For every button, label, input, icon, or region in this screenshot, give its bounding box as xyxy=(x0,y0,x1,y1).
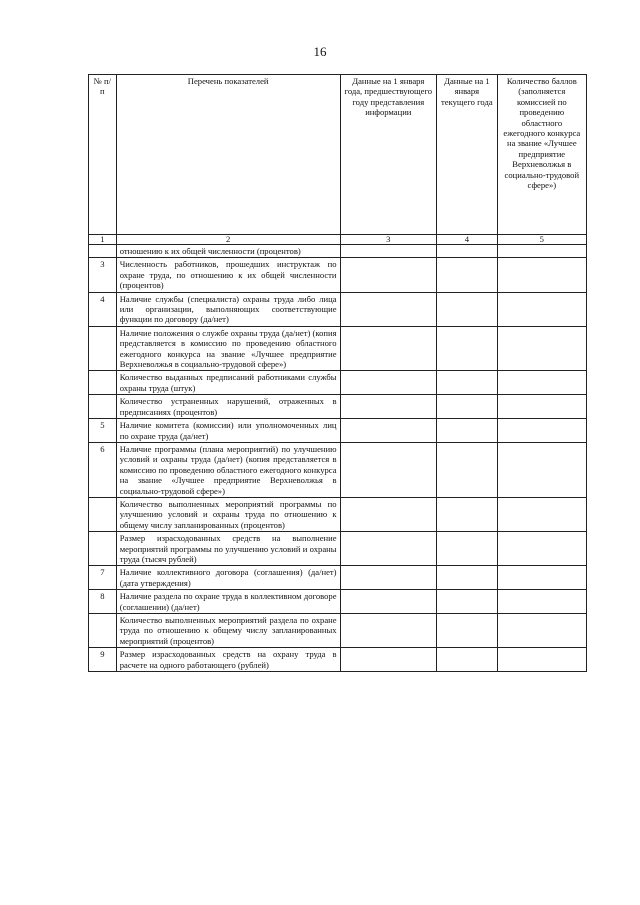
cell-current-year xyxy=(437,326,498,371)
table-row xyxy=(89,532,587,566)
row-indicator: Размер израсходованных средств на выполнение мероприятий программы по улучшению условий и охраны труда (тысяч рублей) xyxy=(116,532,340,566)
cell-prev-year xyxy=(340,258,437,292)
column-number: 3 xyxy=(340,235,437,245)
cell-current-year xyxy=(437,292,498,326)
cell-current-year xyxy=(437,395,498,419)
cell-current-year xyxy=(437,648,498,672)
row-number xyxy=(89,614,117,648)
header-indicators: Перечень показателей xyxy=(116,75,340,235)
cell-score xyxy=(497,245,586,258)
cell-current-year xyxy=(437,497,498,531)
cell-prev-year xyxy=(340,648,437,672)
cell-score xyxy=(497,648,586,672)
row-number xyxy=(89,245,117,258)
cell-score xyxy=(497,532,586,566)
table-row xyxy=(89,590,587,614)
cell-prev-year xyxy=(340,326,437,371)
cell-score xyxy=(497,497,586,531)
cell-prev-year xyxy=(340,419,437,443)
row-number: 9 xyxy=(89,648,117,672)
cell-current-year xyxy=(437,614,498,648)
header-prev-year-data: Данные на 1 января года, предшествующего году представления информации xyxy=(340,75,437,235)
row-indicator: Численность работников, прошедших инструктаж по охране труда, по отношению к их общей численности (процентов) xyxy=(116,258,340,292)
row-indicator: Наличие программы (плана мероприятий) по улучшению условий и охраны труда (да/нет) (копия представляется в комиссию по проведению областного ежегодного конкурса на звание «Лучшее предприятие Верхневолжья в социально-трудовой сфере») xyxy=(116,442,340,497)
cell-current-year xyxy=(437,245,498,258)
row-indicator: Наличие положения о службе охраны труда (да/нет) (копия представляется в комиссию по проведению областного ежегодного конкурса на звание «Лучшее предприятие Верхневолжья в социально-трудовой сфере») xyxy=(116,326,340,371)
cell-score xyxy=(497,614,586,648)
row-indicator: Количество устраненных нарушений, отраженных в предписаниях (процентов) xyxy=(116,395,340,419)
header-current-year-data: Данные на 1 января текущего года xyxy=(437,75,498,235)
cell-prev-year xyxy=(340,497,437,531)
indicators-table xyxy=(88,74,587,672)
table-row xyxy=(89,497,587,531)
row-number: 4 xyxy=(89,292,117,326)
row-indicator: Наличие комитета (комиссии) или уполномоченных лиц по охране труда (да/нет) xyxy=(116,419,340,443)
cell-prev-year xyxy=(340,532,437,566)
cell-current-year xyxy=(437,442,498,497)
page-number: 16 xyxy=(313,44,327,59)
cell-score xyxy=(497,590,586,614)
column-number: 5 xyxy=(497,235,586,245)
column-number-row xyxy=(89,235,587,245)
cell-current-year xyxy=(437,258,498,292)
row-number xyxy=(89,326,117,371)
row-indicator: Количество выполненных мероприятий раздела по охране труда по отношению к общему числу запланированных мероприятий (процентов) xyxy=(116,614,340,648)
cell-score xyxy=(497,442,586,497)
cell-prev-year xyxy=(340,395,437,419)
cell-prev-year xyxy=(340,292,437,326)
row-indicator: Количество выданных предписаний работниками службы охраны труда (штук) xyxy=(116,371,340,395)
row-indicator: отношению к их общей численности (процентов) xyxy=(116,245,340,258)
row-number: 3 xyxy=(89,258,117,292)
row-number xyxy=(89,371,117,395)
row-number: 8 xyxy=(89,590,117,614)
header-score: Количество баллов (заполняется комиссией по проведению областного ежегодного конкурса на звание «Лучшее предприятие Верхневолжья в социально-трудовой сфере») xyxy=(497,75,586,235)
table-row xyxy=(89,419,587,443)
table-row xyxy=(89,566,587,590)
table-header-row xyxy=(89,75,587,235)
table-row xyxy=(89,442,587,497)
cell-prev-year xyxy=(340,442,437,497)
cell-score xyxy=(497,419,586,443)
column-number: 4 xyxy=(437,235,498,245)
cell-score xyxy=(497,258,586,292)
cell-score xyxy=(497,371,586,395)
row-indicator: Наличие службы (специалиста) охраны труда либо лица или организации, выполняющих соответствующие функции по договору (да/нет) xyxy=(116,292,340,326)
cell-prev-year xyxy=(340,590,437,614)
table-row xyxy=(89,648,587,672)
cell-prev-year xyxy=(340,614,437,648)
cell-score xyxy=(497,292,586,326)
row-indicator: Наличие коллективного договора (соглашения) (да/нет) (дата утверждения) xyxy=(116,566,340,590)
row-number xyxy=(89,395,117,419)
cell-prev-year xyxy=(340,566,437,590)
table-row xyxy=(89,292,587,326)
table-row xyxy=(89,326,587,371)
column-number: 2 xyxy=(116,235,340,245)
row-indicator: Размер израсходованных средств на охрану труда в расчете на одного работающего (рублей) xyxy=(116,648,340,672)
cell-current-year xyxy=(437,532,498,566)
row-number: 7 xyxy=(89,566,117,590)
table-row xyxy=(89,395,587,419)
row-number xyxy=(89,532,117,566)
row-number: 5 xyxy=(89,419,117,443)
cell-score xyxy=(497,395,586,419)
row-number: 6 xyxy=(89,442,117,497)
table-row xyxy=(89,371,587,395)
cell-score xyxy=(497,566,586,590)
header-number: № п/п xyxy=(89,75,117,235)
cell-current-year xyxy=(437,590,498,614)
cell-current-year xyxy=(437,419,498,443)
table-row xyxy=(89,614,587,648)
cell-current-year xyxy=(437,371,498,395)
column-number: 1 xyxy=(89,235,117,245)
row-indicator: Количество выполненных мероприятий программы по улучшению условий и охраны труда по отношению к общему числу запланированных (процентов) xyxy=(116,497,340,531)
row-indicator: Наличие раздела по охране труда в коллективном договоре (соглашении) (да/нет) xyxy=(116,590,340,614)
cell-prev-year xyxy=(340,245,437,258)
table-row xyxy=(89,245,587,258)
table-row xyxy=(89,258,587,292)
cell-prev-year xyxy=(340,371,437,395)
cell-current-year xyxy=(437,566,498,590)
row-number xyxy=(89,497,117,531)
cell-score xyxy=(497,326,586,371)
